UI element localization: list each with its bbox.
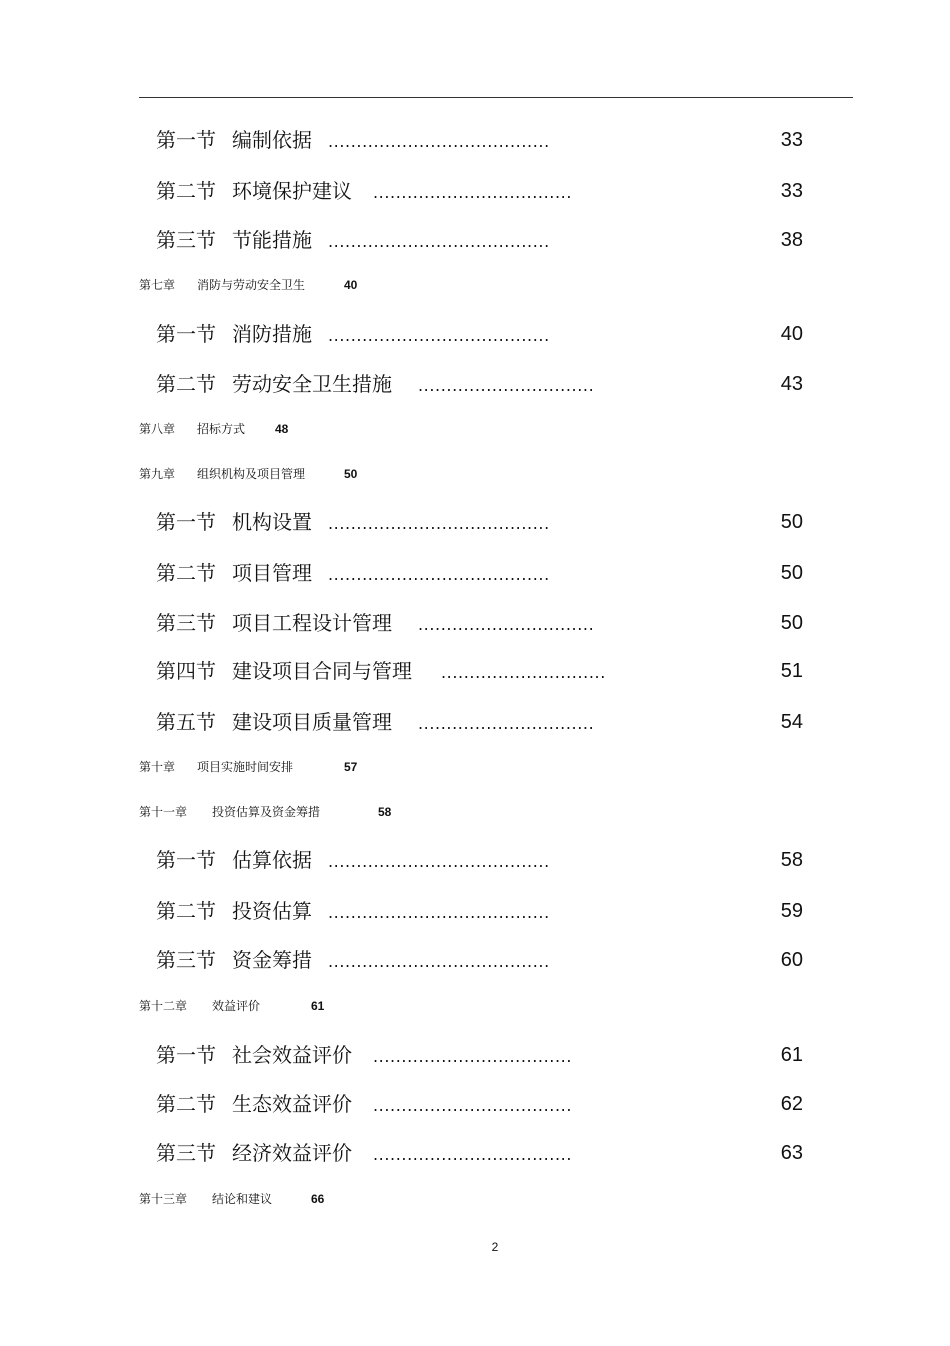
footer-page-number: 2 [491, 1240, 499, 1254]
section-number: 第二节 [156, 899, 216, 923]
page-number: 33 [780, 180, 803, 202]
toc-chapter-entry[interactable] [0, 275, 950, 295]
dot-leader: ................................... [373, 1145, 573, 1164]
section-number: 第一节 [156, 128, 216, 152]
section-title: 项目管理 [232, 561, 312, 585]
dot-leader: ............................. [441, 663, 606, 682]
section-title: 投资估算 [232, 899, 312, 923]
dot-leader: ............................... [418, 714, 595, 733]
toc-section-entry[interactable] [0, 1138, 950, 1168]
page-number: 40 [780, 323, 803, 345]
section-number: 第一节 [156, 322, 216, 346]
section-number: 第一节 [156, 848, 216, 872]
page-number: 59 [780, 900, 803, 922]
page-number: 61 [780, 1044, 803, 1066]
section-number: 第四节 [156, 659, 216, 683]
section-title: 节能措施 [232, 228, 312, 252]
section-number: 第二节 [156, 372, 216, 396]
dot-leader: ....................................... [328, 565, 550, 584]
toc-section-entry[interactable] [0, 558, 950, 588]
dot-leader: ................................... [373, 1047, 573, 1066]
page-number: 48 [275, 422, 289, 436]
toc-section-entry[interactable] [0, 176, 950, 206]
page-number: 50 [780, 511, 803, 533]
chapter-number: 第十章 [139, 760, 176, 774]
toc-section-entry[interactable] [0, 1040, 950, 1070]
page-number: 58 [378, 805, 392, 819]
page-number: 62 [780, 1093, 803, 1115]
section-title: 编制依据 [232, 128, 312, 152]
toc-chapter-entry[interactable] [0, 1189, 950, 1209]
toc-section-entry[interactable] [0, 507, 950, 537]
section-title: 建设项目合同与管理 [232, 659, 412, 683]
page-number: 61 [311, 999, 325, 1013]
chapter-number: 第十二章 [139, 999, 188, 1013]
chapter-title: 结论和建议 [212, 1192, 273, 1206]
section-title: 机构设置 [232, 510, 312, 534]
dot-leader: ....................................... [328, 514, 550, 533]
toc-section-entry[interactable] [0, 125, 950, 155]
section-title: 估算依据 [232, 848, 312, 872]
toc-chapter-entry[interactable] [0, 464, 950, 484]
page-number: 57 [344, 760, 358, 774]
section-title: 社会效益评价 [232, 1043, 352, 1067]
page-number: 43 [780, 373, 803, 395]
section-title: 经济效益评价 [232, 1141, 352, 1165]
dot-leader: ....................................... [328, 852, 550, 871]
chapter-title: 投资估算及资金筹措 [212, 805, 321, 819]
page-number: 38 [780, 229, 803, 251]
page-number: 50 [344, 467, 358, 481]
toc-chapter-entry[interactable] [0, 802, 950, 822]
chapter-title: 效益评价 [212, 999, 261, 1013]
section-number: 第一节 [156, 510, 216, 534]
section-title: 建设项目质量管理 [232, 710, 392, 734]
section-number: 第三节 [156, 1141, 216, 1165]
dot-leader: ................................... [373, 183, 573, 202]
toc-section-entry[interactable] [0, 369, 950, 399]
chapter-title: 组织机构及项目管理 [197, 467, 306, 481]
toc-section-entry[interactable] [0, 945, 950, 975]
chapter-title: 消防与劳动安全卫生 [197, 278, 306, 292]
page-number: 51 [780, 660, 803, 682]
section-number: 第二节 [156, 179, 216, 203]
toc-chapter-entry[interactable] [0, 419, 950, 439]
chapter-number: 第十三章 [139, 1192, 188, 1206]
page-number: 54 [780, 711, 803, 733]
dot-leader: ............................... [418, 615, 595, 634]
dot-leader: ....................................... [328, 132, 550, 151]
section-title: 环境保护建议 [232, 179, 352, 203]
dot-leader: ............................... [418, 376, 595, 395]
page-number: 63 [780, 1142, 803, 1164]
dot-leader: ....................................... [328, 903, 550, 922]
chapter-number: 第七章 [139, 278, 176, 292]
toc-section-entry[interactable] [0, 319, 950, 349]
section-title: 资金筹措 [232, 948, 312, 972]
toc-chapter-entry[interactable] [0, 757, 950, 777]
toc-chapter-entry[interactable] [0, 996, 950, 1016]
toc-section-entry[interactable] [0, 707, 950, 737]
section-number: 第三节 [156, 948, 216, 972]
section-title: 消防措施 [232, 322, 312, 346]
dot-leader: ....................................... [328, 326, 550, 345]
section-number: 第三节 [156, 228, 216, 252]
toc-section-entry[interactable] [0, 1089, 950, 1119]
toc-section-entry[interactable] [0, 845, 950, 875]
section-number: 第三节 [156, 611, 216, 635]
toc-section-entry[interactable] [0, 608, 950, 638]
page-number: 50 [780, 562, 803, 584]
toc-section-entry[interactable] [0, 896, 950, 926]
page-number: 58 [780, 849, 803, 871]
dot-leader: ....................................... [328, 952, 550, 971]
section-number: 第二节 [156, 561, 216, 585]
chapter-title: 招标方式 [197, 422, 246, 436]
chapter-number: 第九章 [139, 467, 176, 481]
section-title: 生态效益评价 [232, 1092, 352, 1116]
dot-leader: ................................... [373, 1096, 573, 1115]
chapter-number: 第八章 [139, 422, 176, 436]
section-title: 项目工程设计管理 [232, 611, 392, 635]
chapter-number: 第十一章 [139, 805, 188, 819]
page-number: 33 [780, 129, 803, 151]
section-number: 第一节 [156, 1043, 216, 1067]
section-number: 第二节 [156, 1092, 216, 1116]
page-number: 66 [311, 1192, 325, 1206]
page-number: 40 [344, 278, 358, 292]
toc-section-entry[interactable] [0, 656, 950, 686]
page-number: 50 [780, 612, 803, 634]
dot-leader: ....................................... [328, 232, 550, 251]
page-number: 60 [780, 949, 803, 971]
chapter-title: 项目实施时间安排 [197, 760, 294, 774]
section-number: 第五节 [156, 710, 216, 734]
toc-section-entry[interactable] [0, 225, 950, 255]
section-title: 劳动安全卫生措施 [232, 372, 392, 396]
